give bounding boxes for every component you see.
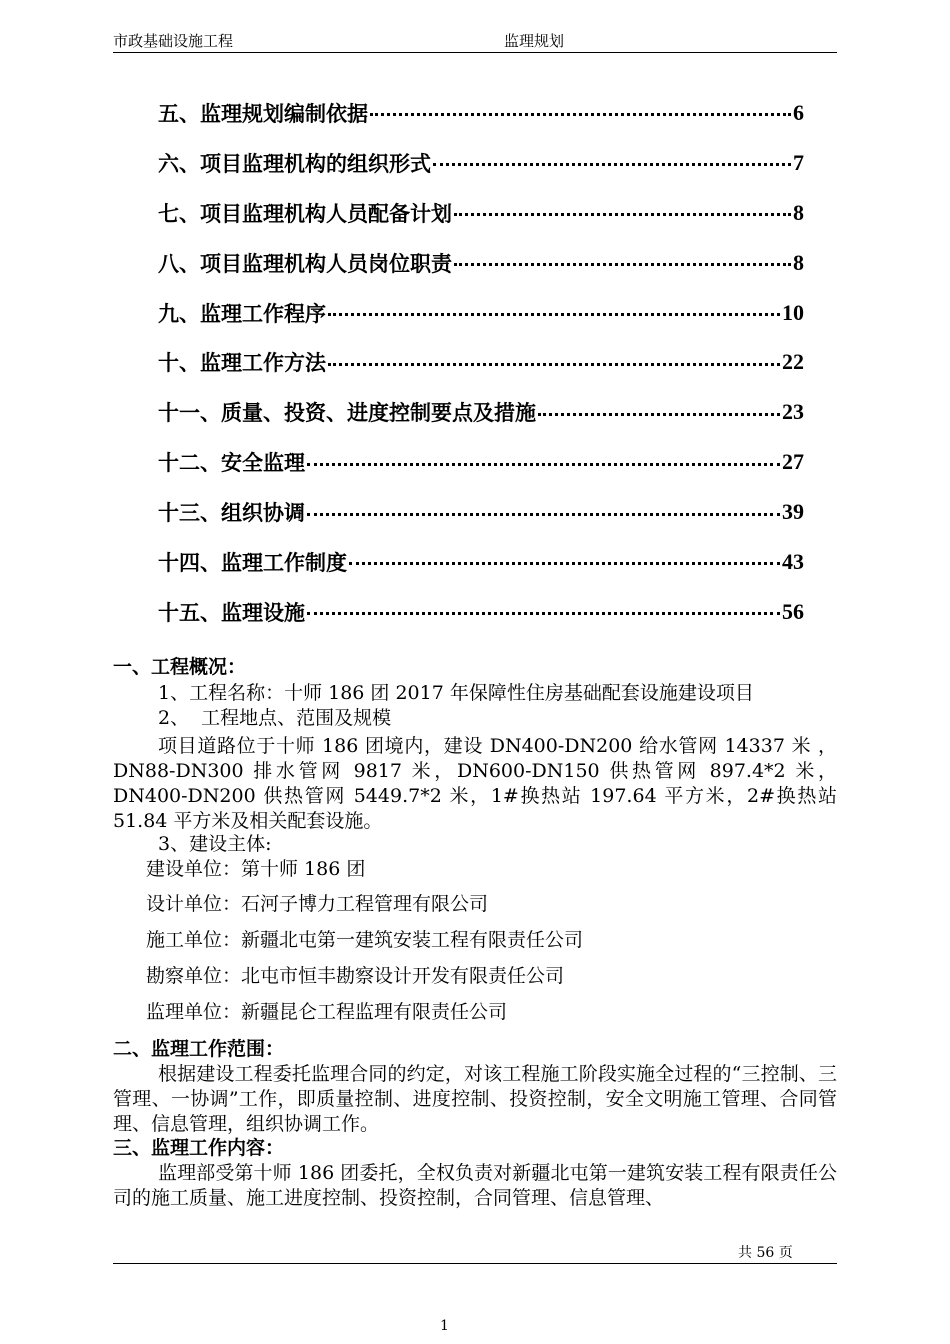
- toc-entry-page: 39: [782, 499, 804, 525]
- toc-entry-page: 56: [782, 598, 804, 624]
- project-name-line: 1、工程名称：十师 186 团 2017 年保障性住房基础配套设施建设项目: [158, 682, 754, 704]
- toc-entry-page: 27: [782, 449, 804, 475]
- toc-entry[interactable]: [158, 387, 804, 437]
- toc-dot-leader: [454, 213, 791, 216]
- toc-entry[interactable]: [158, 537, 804, 587]
- toc-entry[interactable]: [158, 288, 804, 338]
- header-rule: [113, 52, 837, 53]
- toc-entry-title: 十二、安全监理: [158, 451, 305, 476]
- project-location-line: 2、 工程地点、范围及规模: [158, 707, 392, 729]
- toc-entry[interactable]: [158, 88, 804, 138]
- unit-owner: 建设单位：第十师 186 团: [146, 858, 366, 880]
- toc-entry-page: 7: [793, 149, 804, 175]
- toc-entry-title: 八、项目监理机构人员岗位职责: [158, 251, 452, 276]
- toc-entry-page: 22: [782, 349, 804, 375]
- toc-dot-leader: [538, 413, 780, 416]
- page-header: [113, 31, 837, 53]
- toc-entry-page: 8: [793, 199, 804, 225]
- toc-dot-leader: [349, 562, 780, 565]
- unit-supervisor: 监理单位：新疆昆仑工程监理有限责任公司: [146, 1001, 508, 1023]
- header-doc-title: 监理规划: [504, 32, 565, 50]
- toc-entry[interactable]: [158, 138, 804, 188]
- toc-entry-title: 七、项目监理机构人员配备计划: [158, 201, 452, 226]
- section-heading-scope: 二、监理工作范围：: [113, 1038, 285, 1060]
- footer-rule: [113, 1263, 837, 1264]
- toc-dot-leader: [454, 263, 791, 266]
- toc-entry[interactable]: [158, 337, 804, 387]
- section-heading-overview: 一、工程概况：: [113, 656, 247, 678]
- toc-entry-page: 6: [793, 99, 804, 125]
- toc-entry-title: 九、监理工作程序: [158, 301, 326, 326]
- unit-surveyor: 勘察单位：北屯市恒丰勘察设计开发有限责任公司: [146, 965, 565, 987]
- toc-entry[interactable]: [158, 238, 804, 288]
- table-of-contents: [158, 88, 804, 637]
- toc-entry-page: 8: [793, 249, 804, 275]
- toc-entry-title: 十四、监理工作制度: [158, 550, 347, 575]
- toc-dot-leader: [328, 363, 780, 366]
- toc-entry-title: 五、监理规划编制依据: [158, 101, 368, 126]
- construction-parties-label: 3、建设主体:: [158, 833, 272, 855]
- footer-total-pages: 共 56 页: [738, 1245, 793, 1261]
- project-description: 项目道路位于十师 186 团境内，建设 DN400-DN200 给水管网 14337 米 ，DN88-DN300 排水管网 9817 米，DN600-DN150 供热管网 897.4*2 米，DN400-DN200 供热管网 5449.7*2 米，1#换热站 197.64 平方米，2#换热站 51.84 平方米及相关配套设施。: [113, 735, 837, 832]
- header-project-name: 市政基础设施工程: [113, 32, 234, 50]
- toc-entry-page: 10: [782, 299, 804, 325]
- toc-entry-page: 23: [782, 399, 804, 425]
- page-number: 1: [440, 1318, 449, 1334]
- scope-paragraph: 根据建设工程委托监理合同的约定，对该工程施工阶段实施全过程的“三控制、三管理、一协调”工作，即质量控制、进度控制、投资控制，安全文明施工管理、合同管理、信息管理，组织协调工作。: [113, 1063, 837, 1135]
- unit-contractor: 施工单位：新疆北屯第一建筑安装工程有限责任公司: [146, 929, 584, 951]
- toc-entry-title: 六、项目监理机构的组织形式: [158, 151, 431, 176]
- toc-dot-leader: [307, 612, 780, 615]
- toc-entry-title: 十、监理工作方法: [158, 351, 326, 376]
- toc-entry[interactable]: [158, 587, 804, 637]
- toc-entry[interactable]: [158, 487, 804, 537]
- section-heading-content: 三、监理工作内容：: [113, 1137, 285, 1159]
- toc-entry-page: 43: [782, 548, 804, 574]
- toc-dot-leader: [370, 113, 791, 116]
- unit-designer: 设计单位：石河子博力工程管理有限公司: [146, 893, 489, 915]
- content-paragraph: 监理部受第十师 186 团委托，全权负责对新疆北屯第一建筑安装工程有限责任公司的施工质量、施工进度控制、投资控制，合同管理、信息管理、: [113, 1162, 837, 1209]
- toc-dot-leader: [307, 463, 780, 466]
- toc-dot-leader: [433, 163, 791, 166]
- toc-entry[interactable]: [158, 188, 804, 238]
- toc-dot-leader: [328, 313, 780, 316]
- toc-entry[interactable]: [158, 437, 804, 487]
- toc-entry-title: 十三、组织协调: [158, 501, 305, 526]
- toc-entry-title: 十五、监理设施: [158, 600, 305, 625]
- toc-entry-title: 十一、质量、投资、进度控制要点及措施: [158, 401, 536, 426]
- toc-dot-leader: [307, 513, 780, 516]
